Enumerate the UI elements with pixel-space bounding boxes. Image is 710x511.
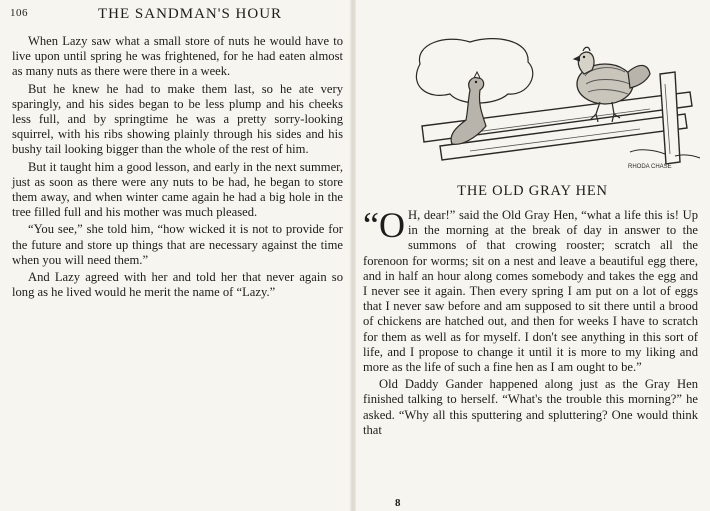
right-page — [355, 0, 710, 511]
paragraph: When Lazy saw what a small store of nuts he would have to live upon until spring he was frightened, for he had eaten almost as many nuts as there were there in a week. — [12, 34, 343, 79]
page-number: 106 — [10, 7, 28, 19]
second-paragraph: Old Daddy Gander happened along just as the Gray Hen finished talking to herself. “What's the trouble this morning?” he asked. “Why all this sputtering and spluttering? One would think that — [363, 377, 698, 437]
paragraph: And Lazy agreed with her and told her that never again so long as he lived would he merit the name of “Lazy.” — [12, 270, 343, 300]
first-paragraph-text: H, dear!” said the Old Gray Hen, “what a life this is! Up in the morning at the break of day in answer to the summons of that crowing rooster; scratch all the forenoon for worms; sit on a nest and leave a beautiful egg there, and in half an hour along comes somebody and takes the egg and I never see it again. Then every spring I am put on a lot of eggs that I never saw before and am supposed to sit there until a brood of chickens are hatched out, and then for weeks I have to scratch for them as well as for myself. I don't see anything in this sort of life, and I propose to change it until it is more to my liking and more as the life of such a fine hen as I am ought to be.” — [363, 208, 698, 375]
paragraph: “You see,” she told him, “how wicked it is not to provide for the future and store up things that are necessary against the time when you will need them.” — [12, 222, 343, 267]
running-head-title: THE SANDMAN'S HOUR — [98, 6, 283, 22]
paragraph: But it taught him a good lesson, and early in the next summer, just as soon as there were any nuts to be had, he began to store them away, and when winter came again he had a big hole in the tree filled full and his mother was much pleased. — [12, 159, 343, 220]
signature-mark: 8 — [395, 497, 401, 509]
first-paragraph — [363, 205, 698, 375]
left-page — [0, 0, 352, 511]
paragraph: But he knew he had to make them last, so he ate very sparingly, and his sides began to be less plump and his cheeks less full, and by springtime he was a pretty sorry-looking squirrel, with his ribs showing plainly through his sides and his bushy tail looking bigger than the whole of the rest of him. — [12, 81, 343, 157]
drop-cap-quote: “ — [363, 205, 379, 245]
left-body-text — [12, 34, 343, 302]
right-body-text — [363, 205, 698, 440]
hen-and-turkey-illustration — [400, 34, 705, 172]
story-title: THE OLD GRAY HEN — [457, 183, 608, 199]
drop-cap — [363, 205, 405, 245]
drop-cap-letter: O — [378, 205, 405, 245]
hen-tail — [628, 65, 650, 88]
illustration-signature: RHODA CHASE — [628, 164, 672, 170]
hen-head — [578, 52, 594, 74]
